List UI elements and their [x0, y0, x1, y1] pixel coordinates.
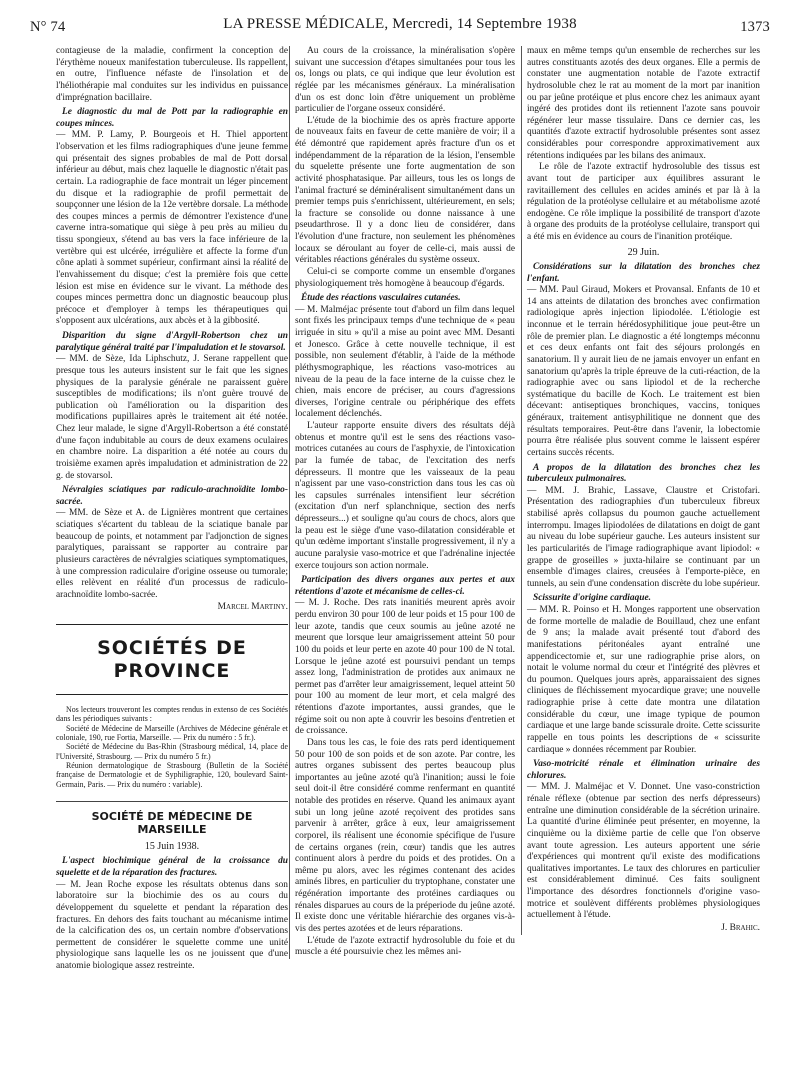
paragraph: Au cours de la croissance, la minéralisation s'opère suivant une succession d'étapes simultanées pour tous les os, longs ou plats, ce qui indique que leur évolution est réglée par les mécanismes généraux. La minéralisation d'un os est donc loin d'être uniquement un problème particulier de l'organe osseux considéré.: [295, 46, 515, 115]
paragraph: L'étude de l'azote extractif hydrosoluble du foie et du muscle a été poursuivie chez les mêmes ani-: [295, 935, 515, 958]
column-left: [56, 46, 288, 973]
note-item: Société de Médecine de Marseille (Archives de Médecine générale et coloniale, 190, rue Fortia, Marseille. — Prix du numéro : 5 fr.).: [56, 723, 288, 742]
paragraph: maux en même temps qu'un ensemble de recherches sur les autres constituants azotés des deux organes. Elle a permis de constater une augmentation notable de l'azote extractif hydrosoluble chez le rat au moment de la mort par inanition ou par jeûne protéique et plus encore chez les animaux ayant ingéré des protides dont ils retiennent l'azote sans pouvoir régénérer leur masse tissulaire. Dans ce dernier cas, les quantités d'azote extractif hydrosoluble présentes sont assez considérables pour correspondre approximativement aux rétentions indiquées par les bilans des animaux.: [527, 46, 760, 161]
note-intro: Nos lecteurs trouveront les comptes rendus in extenso de ces Sociétés dans les périodiques suivants :: [56, 704, 288, 724]
section-heading: SOCIÉTÉS DE PROVINCE: [56, 624, 288, 695]
paragraph: contagieuse de la maladie, confirment la conception de l'érythème noueux manifestation tuberculeuse. Ils rappellent, en outre, l'influence néfaste de l'insolation et de l'héliothérapie mal conduites sur les individus en puissance d'imprégnation bacillaire.: [56, 46, 288, 103]
article-title: Scissurite d'origine cardiaque.: [533, 593, 651, 604]
periodicals-note: [56, 705, 288, 789]
article-title: Participation des divers organes aux pertes et aux rétentions d'azote et mécanisme de celles-ci.: [295, 575, 515, 597]
paragraph: Celui-ci se comporte comme un ensemble d'organes physiologiquement très homogène à beaucoup d'égards.: [295, 266, 515, 289]
paragraph: Dans tous les cas, le foie des rats perd identiquement 50 pour 100 de son poids et de son azote. Par contre, les autres organes subissent des pertes beaucoup plus importantes au jeûne azoté qu'à l'inanition; aussi le foie seul doit-il être considéré comme renfermant en quantité notable des protides en réserve. Quand les animaux ayant subi un long jeûne azoté reçoivent des protides sans parvenir à arrêter, grâce à eux, leur amaigrissement corporel, ils réalisent une économie spécifique de l'usure de certains organes (rein, cœur) tandis que les autres continuent alors à perdre du poids et des protides. On a même pu alors, avec les régimes contenant des acides aminés libres, en particulier du tryptophane, constater une régénération importante des protéines cardiaques ou rénales disparues au cours de la préperiode du jeûne azoté. Il existe donc une véritable hiérarchie des organes vis-à-vis des pertes azotées et de leurs réparations.: [295, 737, 515, 934]
page-header: [30, 16, 770, 38]
society-heading: SOCIÉTÉ DE MÉDECINE DE MARSEILLE: [56, 801, 288, 837]
note-item: Société de Médecine du Bas-Rhin (Strasbourg médical, 14, place de l'Université, Strasbourg. — Prix du numéro 5 fr.): [56, 742, 288, 761]
paragraph: — MM. J. Malméjac et V. Donnet. Une vaso-constriction rénale réflexe (obtenue par section des nerfs dépresseurs) entraîne une diminution considérable de la sécrétion urinaire. La quantité d'urine éliminée peut présenter, en moyenne, la cinquième ou la dixième partie de celle que l'on observe avant toute agression. Les auteurs apportent une série d'expériences qui montrent qu'il existe des modifications qualitatives importantes. Le taux des chlorures en particulier est considérablement diminué. Ces faits soulignent l'importance des désordres fonctionnels d'origine vaso-motrice et soulèvent différents problèmes physiologiques actuellement à l'étude.: [527, 782, 760, 921]
paragraph: Le rôle de l'azote extractif hydrosoluble des tissus est avant tout de participer aux équilibres assurant le ravitaillement des cellules en acides aminés et par là à la régulation de la protéolyse cellulaire et au métabolisme azoté endogène. Ce rôle implique la possibilité de transport d'azote à organe des produits de la protéolyse cellulaire, transport qui a été mis en évidence au cours de l'inanition protéique.: [527, 162, 760, 242]
paragraph: — M. J. Roche. Des rats inanitiés meurent après avoir perdu environ 30 pour 100 de leur poids et 15 pour 100 de leur azote, tandis que ceux soumis au jeûne azoté ne meurent que lorsque leur amaigrissement atteint 50 pour 100 du poids et leur perte en azote 40 pour 100 de N total. Lorsque le jeûne azoté est poursuivi pendant un temps assez long, l'administration de protides aux animaux ne permet pas d'arrêter leur amaigrissement, lequel atteint 50 pour 100 au moment de leur mort, et cela malgré des rétentions d'azote importantes, aussi grandes, que le régime soit ou non apte à couvrir les besoins d'entretien et de croissance.: [295, 598, 515, 737]
article-title: Le diagnostic du mal de Pott par la radiographie en coupes minces.: [56, 107, 288, 129]
article-title: Névralgies sciatiques par radiculo-arachnoïdite lombo-sacrée.: [56, 485, 288, 507]
article-title: Vaso-motricité rénale et élimination urinaire des chlorures.: [527, 759, 760, 781]
article-title: L'aspect biochimique général de la croissance du squelette et de la réparation des fractures.: [56, 856, 288, 879]
article-title: Étude des réactions vasculaires cutanées.: [301, 293, 461, 304]
paragraph: — M. Jean Roche expose les résultats obtenus dans son laboratoire sur la biochimie des os au cours du développement du squelette et pendant la réparation des fractures. En dehors des faits touchant au mécanisme intime de la calcification des os, un certain nombre d'observations permettent de considérer le squelette comme une unité physiologique sans laquelle les os ne jouissent que d'une anatomie biologique assez restreinte.: [56, 879, 288, 972]
paragraph: L'auteur rapporte ensuite divers des résultats déjà obtenus et montre qu'il est le sens des réactions vaso-motrices cutanées au cours de l'asphyxie, de l'intoxication par la fumée de tabac, de l'excitation des nerfs dépresseurs. Il montre que les vaisseaux de la peau n'agissent par une vaso-constriction dans tous les cas où les capsules surrénales intensifient leur sécrétion (excitation d'un nerf splanchnique, section des nerfs dépresseurs...) et souligne qu'au cours de chocs, alors que la peau est le siège d'une vaso-dilatation considérable et qu'un œdème important s'installe progressivement, il n'y a aucune paralysie vaso-motrice et que l'adrénaline injectée exerce toujours son action normale.: [295, 421, 515, 571]
column-right: [521, 46, 760, 935]
session-date: 29 Juin.: [627, 246, 660, 258]
page-number: 1373: [740, 18, 770, 35]
paragraph: — MM. J. Brahic, Lassave, Claustre et Cristofari. Présentation des radiographies d'un tuberculeux fibreux stabilisé après collapsus du poumon gauche actuellement interrompu. Images lipiodolées de dilatations en doigt de gant au niveau du lobe supérieur gauche. Les auteurs insistent sur les particularités de l'image radiographique avant lipiodol: « grappe de groseilles » juxta-hilaire se continuant par un ensemble d'images claires, creusées à l'emporte-pièce, en tunnels, au sein d'une condensation discrète du lobe supérieur.: [527, 485, 760, 589]
issue-number: N° 74: [30, 18, 66, 35]
paragraph: — M. Malméjac présente tout d'abord un film dans lequel sont fixés les principaux temps d'une technique de « peau irriguée in situ » qu'il a mise au point avec MM. Desanti et Jonesco. Grâce à cette nouvelle technique, il est possible, non seulement d'établir, à l'aide de la méthode pléthysmographique, les réactions vaso-motrices au niveau de la peau de la face interne de la cuisse chez le chien, mais encore de préciser, au cours d'agressions diverses, l'origine centrale ou périphérique des effets localement déclenchés.: [295, 304, 515, 420]
session-date: 15 Juin 1938.: [144, 841, 200, 853]
signature: J. Brahic.: [721, 922, 760, 933]
signature: Marcel Martiny.: [217, 602, 288, 613]
article-title: Considérations sur la dilatation des bronches chez l'enfant.: [527, 261, 760, 284]
paragraph: — MM. de Sèze, Ida Liphschutz, J. Serane rappellent que presque tous les auteurs insistent sur le fait que les signes physiques de la paralysie générale ne paraissent guère susceptibles de modifications; ils n'ont guère trouvé de publication où l'amélioration ou la disparition des modifications pupillaires après le traitement ait été notée. Chez leur malade, le signe d'Argyll-Robertson a été constaté d'une façon indubitable au cours de deux examens oculaires en chambre noire. La disparition a été notée au cours du troisième examen après impaludation et administration de 22 g. de stovarsol.: [56, 354, 288, 481]
paragraph: — MM. de Sèze et A. de Lignières montrent que certaines sciatiques s'écartent du tableau de la sciatique banale par beaucoup de points, et notamment par l'adjonction de signes paralytiques, paraissant se rapporter au contraire par plusieurs caractères de névralgies sciatiques symptomatiques, à une compression radiculaire d'origine osseuse ou tumorale; elles relèvent en réalité d'un processus de radiculo-arachnoïdite lombo-sacrée.: [56, 508, 288, 600]
paragraph: — MM. R. Poinso et H. Monges rapportent une observation de forme mortelle de maladie de Bouillaud, chez une enfant de 9 ans; la malade avait présenté tout d'abord des manifestations péritonéales ayant entraîné une appendicectomie et, sur une radiographie prise alors, on notait le volume normal du cœur et l'intégrité des plèvres et du poumon. Quelques jours après, apparaissaient des signes cliniques de fléchissement myocardique grave; une nouvelle radiographie prise à cette date montra une dilatation considérable du cœur, une image typique de poumon cardiaque et une large bande scissurale droite. Cette scissurite rappelle en tous points les descriptions de « scissurite cardiaque » données récemment par Roubier.: [527, 605, 760, 755]
article-title: A propos de la dilatation des bronches chez les tuberculeux pulmonaires.: [527, 462, 760, 485]
note-item: Réunion dermatologique de Strasbourg (Bulletin de la Société française de Dermatologie et de Syphiligraphie, 120, boulevard Saint-Germain, Paris. — Prix du numéro : variable).: [56, 760, 288, 789]
column-middle: [289, 46, 515, 959]
paragraph: — MM. Paul Giraud, Mokers et Provansal. Enfants de 10 et 14 ans atteints de dilatation des bronches avec confirmation radiologique après injection lipiodolée. L'étiologie est inconnue et le terrain hérédosyphilitique joue peut-être un rôle de premier plan. Le diagnostic a été longtemps méconnu et ces deux enfants ont fait des séjours prolongés en sanatorium. Il y aurait lieu de ne jamais envoyer un enfant en sanatorium qu'après la triple épreuve de la cuti-réaction, de la radiographie avec ou sans lipiodol et de la recherche systématique du bacille de Koch. Le traitement est bien décevant: antiseptiques bronchiques, vaccins, toniques généraux, traitement antisyphilitique ne donnent que des résultats temporaires. Peut-être dans l'avenir, la lobectomie pourra être réalisée plus souvent comme le laissent espérer certains succès récents.: [527, 285, 760, 458]
paragraph: L'étude de la biochimie des os après fracture apporte de nouveaux faits en faveur de cette manière de voir; il a été démontré que rapidement après fracture d'un os et indépendamment de la réparation de la lésion, l'ensemble du squelette présente une forte augmentation de son activité phosphatasique. Par ailleurs, tous les os longs de l'animal fracturé se déminéralisent simultanément dans un premier temps puis s'enrichissent, ultérieurement, en sels; la fracture se consolide ou donne naissance à une pseudarthrose. Il y a donc lieu de considérer, dans l'évolution d'une fracture, non seulement les phénomènes locaux se déroulant au foyer de celle-ci, mais aussi de véritables réactions générales du système osseux.: [295, 115, 515, 266]
article-title: Disparition du signe d'Argyll-Robertson chez un paralytique général traité par l'impaludation et le stovarsol.: [56, 331, 288, 353]
journal-title: LA PRESSE MÉDICALE, Mercredi, 14 Septembre 1938: [223, 16, 577, 32]
paragraph: — MM. P. Lamy, P. Bourgeois et H. Thiel apportent l'observation et les films radiographiques d'une jeune femme qui présentait des signes probables de mal de Pott dorsal inférieur au début, mais chez laquelle le diagnostic n'était pas certain. La radiographie de face montrait un léger pincement du disque et la radiographie de profil permettait de soupçonner une lésion de la 12e vertèbre dorsale. La méthode des coupes minces a permis de démontrer l'existence d'une caverne intra-somatique qui siège à peu près au milieu du tissu spongieux, s'étend au bas vers la face inférieure de la vertèbre qui est ulcérée, irrégulière et affecte la forme d'un cône aplati à sommet supérieur, confirmant ainsi la réalité de l'envahissement du disque; c'est la première fois que cette lésion est mise en évidence sur le vivant. La méthode des coupes minces permettra donc un diagnostic beaucoup plus précoce et d'employer à temps les thérapeutiques qui s'opposent aux ulcérations, aux abcès et à la gibbosité.: [56, 130, 288, 327]
